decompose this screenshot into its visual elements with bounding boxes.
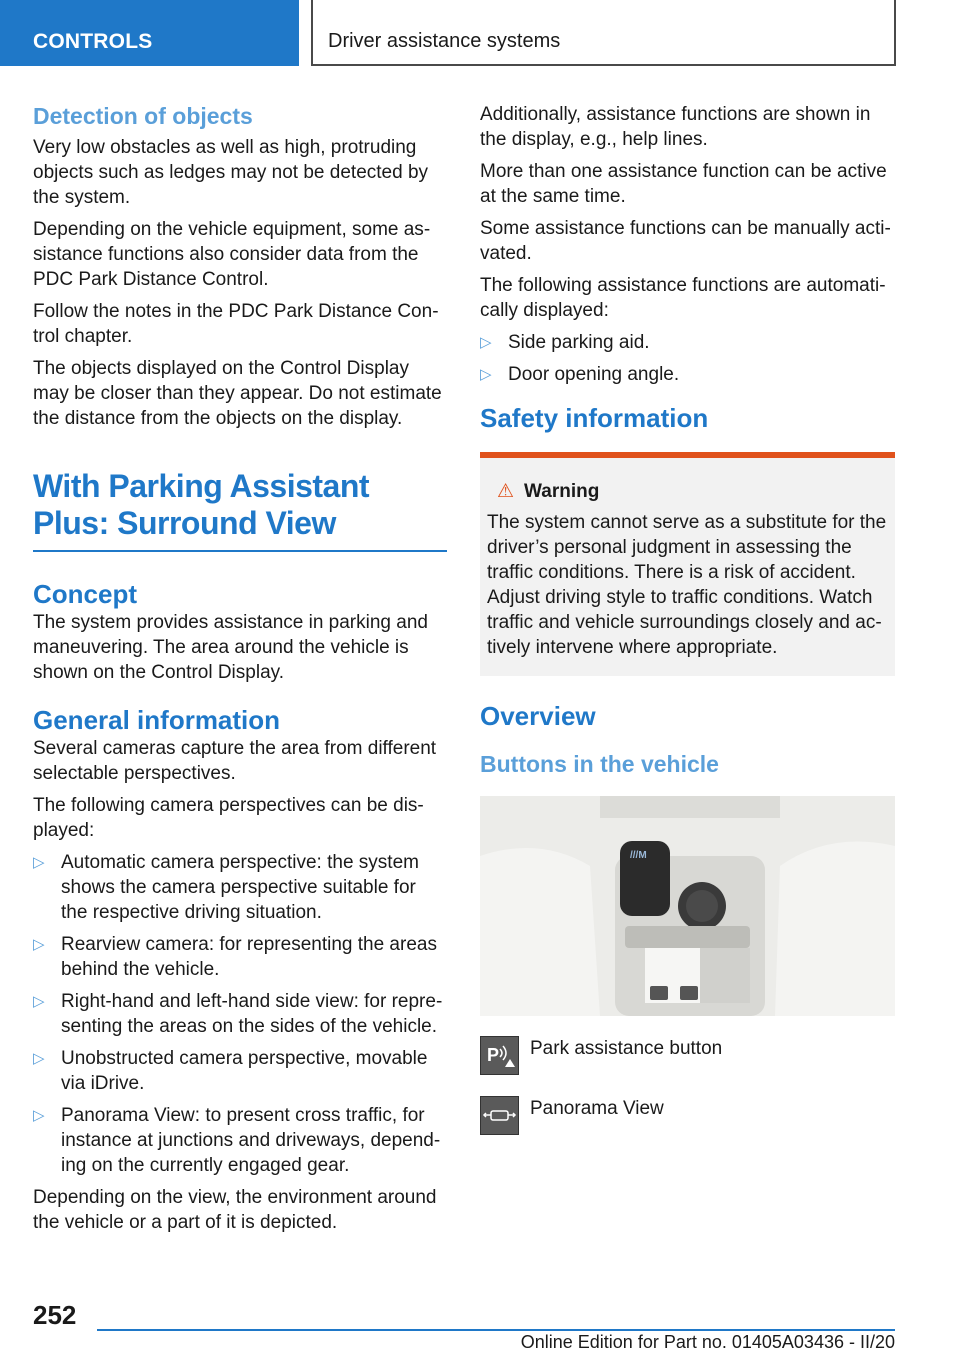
- list-item: ▷ Unobstructed camera perspective, movable via iDrive.: [33, 1048, 428, 1094]
- list-item: ▷ Right-hand and left-hand side view: for representing the areas on the sides of the vehicle.: [33, 991, 443, 1037]
- triangle-bullet-icon: ▷: [33, 1107, 45, 1124]
- detection-heading: Detection of objects: [33, 103, 253, 129]
- section-tab: CONTROLS: [0, 0, 299, 66]
- warning-title: ⚠ Warning: [497, 481, 600, 502]
- legend-row-park-assist: [480, 1036, 895, 1076]
- warning-triangle-icon: ⚠: [497, 481, 515, 502]
- general-paragraph-3: Depending on the view, the environment around the vehicle or a part of it is depicted.: [33, 1187, 437, 1233]
- detection-paragraph-2: Depending on the vehicle equipment, some assistance functions also consider data from the PDC Park Distance Control.: [33, 219, 431, 290]
- triangle-bullet-icon: ▷: [480, 366, 492, 383]
- safety-heading: Safety information: [480, 403, 709, 433]
- svg-text:///M: ///M: [630, 850, 647, 861]
- panorama-view-icon: [480, 1096, 519, 1135]
- general-paragraph-2: The following camera perspectives can be displayed:: [33, 795, 424, 841]
- assist-paragraph-2: More than one assistance function can be active at the same time.: [480, 161, 887, 207]
- overview-heading: Overview: [480, 701, 596, 731]
- park-assist-icon: [480, 1036, 519, 1075]
- center-console-illustration: [480, 796, 895, 1016]
- general-info-heading: General information: [33, 705, 281, 735]
- assist-paragraph-4: The following assistance functions are automatically displayed:: [480, 275, 886, 321]
- warning-text: The system cannot serve as a substitute for the driver’s personal judgment in assessing the traffic conditions. There is a risk of accident. Adjust driving style to traffic conditions. Watch traffic and vehicle surroundings closely and actively intervene where appropriate.: [487, 512, 887, 658]
- warning-box: [480, 452, 895, 676]
- center-console-image: [480, 796, 895, 1016]
- list-item: ▷ Automatic camera perspective: the system shows the camera perspective suitable for the respective driving situation.: [33, 852, 419, 923]
- list-item: ▷ Door opening angle.: [480, 364, 680, 385]
- right-column: [480, 102, 895, 1136]
- chapter-title: With Parking Assistant Plus: Surround View: [33, 468, 370, 541]
- list-item: ▷ Panorama View: to present cross traffic, for instance at junctions and driveways, depending on the currently engaged gear.: [33, 1105, 441, 1176]
- detection-paragraph-4: The objects displayed on the Control Display may be closer than they appear. Do not estimate the distance from the objects on the display.: [33, 358, 442, 429]
- buttons-heading: Buttons in the vehicle: [480, 751, 719, 777]
- detection-paragraph-1: Very low obstacles as well as high, protruding objects such as ledges may not be detected by the system.: [33, 137, 429, 208]
- triangle-bullet-icon: ▷: [480, 334, 492, 351]
- assist-paragraph-3: Some assistance functions can be manually activated.: [480, 218, 891, 264]
- list-item: ▷ Side parking aid.: [480, 332, 650, 353]
- footer-rule: [97, 1329, 895, 1331]
- triangle-bullet-icon: ▷: [33, 993, 45, 1010]
- list-item: ▷ Rearview camera: for representing the areas behind the vehicle.: [33, 934, 437, 980]
- triangle-bullet-icon: ▷: [33, 936, 45, 953]
- page-number: 252: [33, 1300, 77, 1330]
- legend-label: Park assistance button: [530, 1038, 723, 1059]
- page-header: [0, 0, 960, 66]
- general-paragraph-1: Several cameras capture the area from different selectable perspectives.: [33, 738, 437, 784]
- page-title: Driver assistance systems: [311, 0, 896, 66]
- perspectives-list: [33, 850, 447, 1178]
- assist-paragraph-1: Additionally, assistance functions are shown in the display, e.g., help lines.: [480, 104, 871, 150]
- concept-heading: Concept: [33, 579, 137, 609]
- footer-edition: Online Edition for Part no. 01405A03436 - II/20: [520, 1332, 895, 1352]
- detection-paragraph-3: Follow the notes in the PDC Park Distance Control chapter.: [33, 301, 439, 347]
- svg-text:P: P: [487, 1045, 500, 1065]
- triangle-bullet-icon: ▷: [33, 1050, 45, 1067]
- left-column: [33, 102, 447, 1242]
- legend-label: Panorama View: [530, 1098, 664, 1119]
- triangle-bullet-icon: ▷: [33, 854, 45, 871]
- concept-paragraph: The system provides assistance in parking and maneuvering. The area around the vehicle is shown on the Control Display.: [33, 612, 428, 683]
- legend-row-panorama: [480, 1096, 895, 1136]
- auto-functions-list: [480, 330, 895, 387]
